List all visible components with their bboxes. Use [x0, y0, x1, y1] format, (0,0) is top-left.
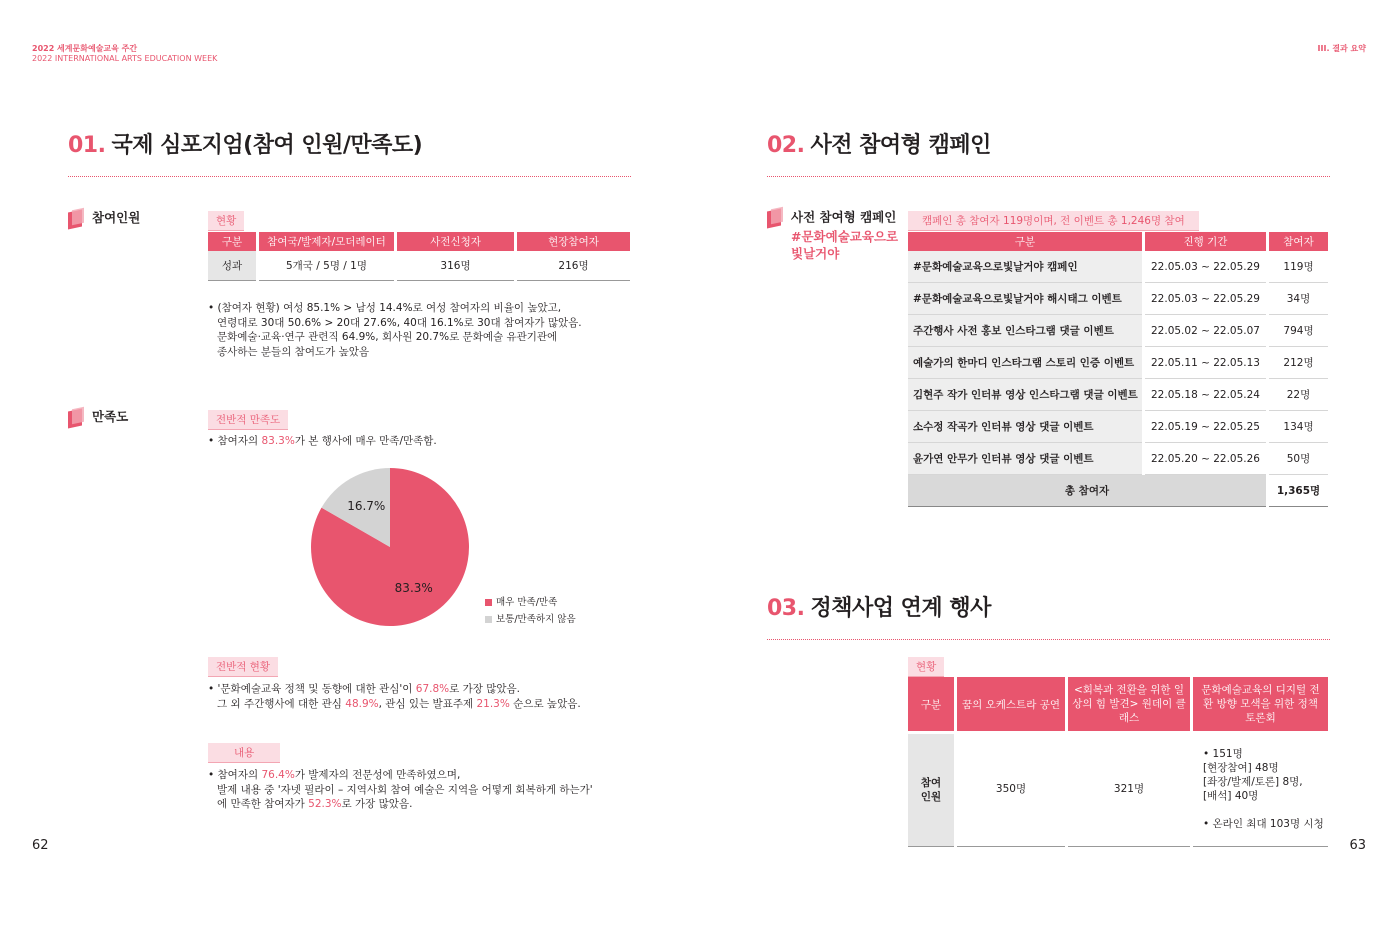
event-count: 34명 [1269, 283, 1328, 315]
total-value: 1,365명 [1269, 475, 1328, 507]
forum-line: • 151명 [1203, 747, 1243, 760]
section2-title-text: 사전 참여형 캠페인 [810, 133, 991, 158]
event-count: 794명 [1269, 315, 1328, 347]
bookmark-icon [767, 208, 785, 228]
event-count: 22명 [1269, 379, 1328, 411]
page-number-left: 62 [32, 838, 49, 853]
satisfaction-line1 [208, 434, 437, 449]
header-chapter: III. 결과 요약 [1317, 44, 1366, 53]
legend-label: 매우 만족/만족 [496, 597, 558, 608]
text: 순으로 높았음. [509, 697, 581, 710]
satisfaction-label-text: 만족도 [92, 409, 129, 424]
pie-label-very-satisfied: 83.3% [394, 581, 433, 596]
satisfaction-pie-chart [300, 460, 480, 635]
section2-number: 02. [767, 133, 805, 158]
note-line: • (참여자 현황) 여성 85.1% > 남성 14.4%로 여성 참여자의 비율이 높았고, [208, 302, 562, 314]
event-count: 119명 [1269, 251, 1328, 283]
section1-title [68, 128, 422, 159]
content-lines [208, 768, 593, 812]
row-label [908, 731, 954, 847]
forum-cell [1193, 731, 1328, 847]
text: 가 본 행사에 매우 만족/만족함. [294, 435, 437, 447]
text: 그 외 주간행사에 대한 관심 [217, 697, 346, 710]
legend-item [485, 594, 576, 608]
table-row [908, 251, 1328, 283]
event-count: 212명 [1269, 347, 1328, 379]
participants-label-text: 참여인원 [92, 210, 141, 225]
event-period: 22.05.03 ~ 22.05.29 [1145, 283, 1266, 315]
header-title-en: 2022 INTERNATIONAL ARTS EDUCATION WEEK [32, 54, 218, 63]
table-cell: 216명 [517, 251, 630, 281]
event-name: 주간행사 사전 홍보 인스타그램 댓글 이벤트 [908, 315, 1142, 347]
text: 로 가장 많았음. [341, 798, 413, 810]
participants-table [205, 232, 633, 281]
status-tag: 전반적 현황 [208, 657, 278, 677]
event-name: 예술가의 한마디 인스타그램 스토리 인증 이벤트 [908, 347, 1142, 379]
forum-line: [배석] 40명 [1203, 789, 1259, 802]
section3-title-text: 정책사업 연계 행사 [810, 596, 991, 621]
text: • 참여자의 [208, 769, 262, 781]
event-name: 소수정 작곡가 인터뷰 영상 댓글 이벤트 [908, 411, 1142, 443]
highlight-value: 48.9% [345, 697, 379, 710]
table-header: 진행 기간 [1145, 232, 1266, 251]
text: 가 발제자의 전문성에 만족하였으며, [294, 769, 461, 781]
table-row [908, 411, 1328, 443]
event-period: 22.05.11 ~ 22.05.13 [1145, 347, 1266, 379]
legend-item [485, 611, 576, 625]
participants-note [208, 301, 582, 359]
section1-number: 01. [68, 133, 106, 158]
text: • 참여자의 [208, 435, 262, 447]
status-lines [208, 682, 581, 711]
campaign-tag: 캠페인 총 참여자 119명이며, 전 이벤트 총 1,246명 참여 [908, 211, 1199, 231]
table-header: 현장참여자 [517, 232, 630, 251]
text: 에 만족한 참여자가 [217, 798, 309, 810]
text: • '문화예술교육 정책 및 동향에 대한 관심'이 [208, 683, 416, 695]
event-period: 22.05.18 ~ 22.05.24 [1145, 379, 1266, 411]
event-period: 22.05.03 ~ 22.05.29 [1145, 251, 1266, 283]
bookmark-icon [68, 209, 86, 229]
forum-online: • 온라인 최대 103명 시청 [1203, 817, 1324, 830]
table-cell: 350명 [957, 731, 1065, 847]
table-header: 문화예술교육의 디지털 전환 방향 모색을 위한 정책 토론회 [1193, 677, 1328, 731]
table-header: 구분 [208, 232, 256, 251]
event-name: #문화예술교육으로빛날거야 해시태그 이벤트 [908, 283, 1142, 315]
header-title-ko: 2022 세계문화예술교육 주간 [32, 44, 138, 53]
highlight-value: 76.4% [261, 769, 295, 781]
section1-divider [68, 176, 631, 177]
table-cell: 성과 [208, 251, 256, 281]
highlight-value: 67.8% [415, 683, 450, 695]
section3-number: 03. [767, 596, 805, 621]
note-line: 종사하는 분들의 참여도가 높았음 [217, 345, 370, 358]
satisfaction-label [68, 407, 128, 428]
campaign-hashtag: 빛날거야 [791, 246, 840, 261]
event-count: 134명 [1269, 411, 1328, 443]
participants-tag: 현황 [208, 211, 244, 231]
section3-tag: 현황 [908, 657, 944, 677]
event-period: 22.05.02 ~ 22.05.07 [1145, 315, 1266, 347]
highlight-value: 52.3% [308, 798, 342, 810]
highlight-value: 83.3% [261, 435, 295, 447]
note-line: 연령대로 30대 50.6% > 20대 27.6%, 40대 16.1%로 30대 참여자가 많았음. [217, 316, 582, 329]
table-row [908, 315, 1328, 347]
forum-line: [현장참여] 48명 [1203, 761, 1279, 774]
total-label: 총 참여자 [908, 475, 1266, 507]
event-name: #문화예술교육으로빛날거야 캠페인 [908, 251, 1142, 283]
table-header: 사전신청자 [397, 232, 514, 251]
text: , 관심 있는 발표주제 [378, 697, 477, 710]
campaign-label [767, 208, 898, 262]
note-line: 문화예술·교육·연구 관련직 64.9%, 회사원 20.7%로 문화예술 유관기관에 [217, 331, 558, 343]
table-header: 꿈의 오케스트라 공연 [957, 677, 1065, 731]
section1-title-text: 국제 심포지엄(참여 인원/만족도) [111, 133, 423, 158]
table-header: 참여국/발제자/모더레이터 [259, 232, 394, 251]
legend-swatch [485, 599, 492, 606]
legend-label: 보통/만족하지 않음 [496, 614, 576, 625]
table-header: 구분 [908, 677, 954, 731]
table-row [908, 443, 1328, 475]
table-header: 참여자 [1269, 232, 1328, 251]
table-row [908, 347, 1328, 379]
campaign-label-text: 사전 참여형 캠페인 [791, 209, 897, 225]
table-row [908, 379, 1328, 411]
campaign-hashtag: #문화예술교육으로 [791, 229, 899, 244]
table-row [908, 283, 1328, 315]
section3-divider [767, 639, 1330, 640]
pie-label-neutral: 16.7% [347, 498, 386, 513]
forum-line: [좌장/발제/토론] 8명, [1203, 775, 1303, 788]
event-count: 50명 [1269, 443, 1328, 475]
pie-legend [485, 594, 576, 625]
legend-swatch [485, 616, 492, 623]
content-tag: 내용 [208, 743, 280, 763]
section3-title [767, 591, 991, 622]
event-name: 윤가연 안무가 인터뷰 영상 댓글 이벤트 [908, 443, 1142, 475]
policy-table [905, 677, 1331, 847]
participants-label [68, 208, 140, 229]
highlight-value: 21.3% [476, 697, 510, 710]
table-header: <회복과 전환을 위한 일상의 힘 발견> 원데이 클래스 [1068, 677, 1190, 731]
text: 로 가장 많았음. [449, 683, 520, 695]
page-number-right: 63 [1349, 838, 1366, 853]
event-name: 김현주 작가 인터뷰 영상 인스타그램 댓글 이벤트 [908, 379, 1142, 411]
table-cell: 321명 [1068, 731, 1190, 847]
bookmark-icon [68, 408, 86, 428]
event-period: 22.05.19 ~ 22.05.25 [1145, 411, 1266, 443]
section2-divider [767, 176, 1330, 177]
table-cell: 5개국 / 5명 / 1명 [259, 251, 394, 281]
table-cell: 316명 [397, 251, 514, 281]
event-period: 22.05.20 ~ 22.05.26 [1145, 443, 1266, 475]
row-label-line: 인원 [920, 791, 942, 803]
campaign-table [905, 232, 1331, 507]
table-header: 구분 [908, 232, 1142, 251]
section2-title [767, 128, 991, 159]
row-label-line: 참여 [920, 777, 942, 789]
text: 발제 내용 중 '자넷 필라이 – 지역사회 참여 예술은 지역을 어떻게 회복하게 하는가' [217, 783, 593, 796]
satisfaction-tag: 전반적 만족도 [208, 410, 288, 430]
